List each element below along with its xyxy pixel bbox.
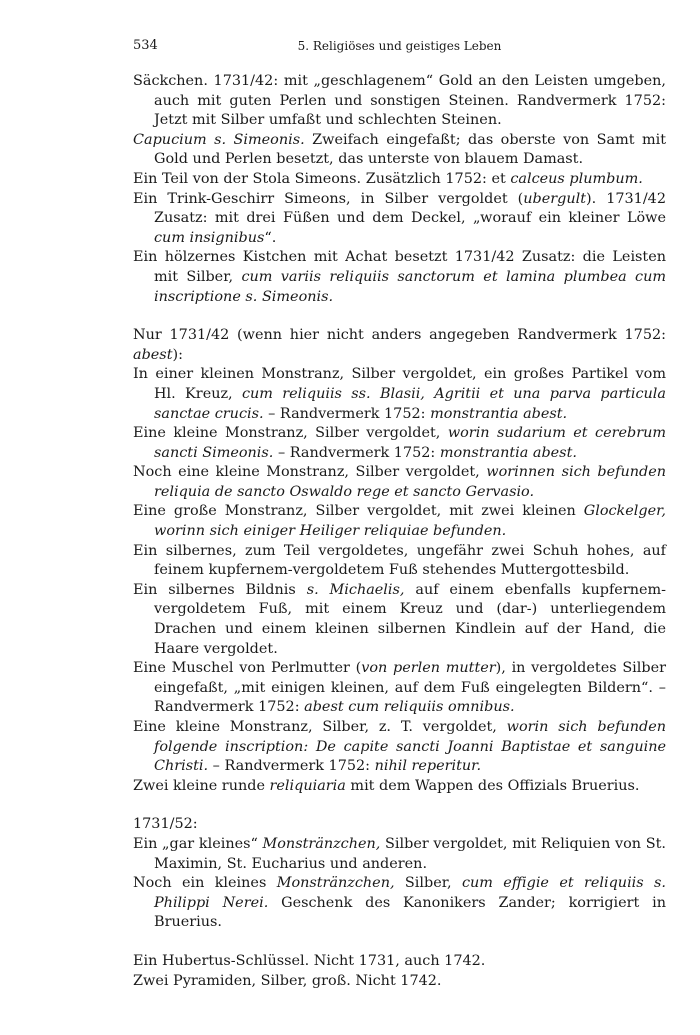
text-run: Ein silbernes, zum Teil vergoldetes, ungefähr zwei Schuh hohes, auf feinem kupfernem-vergoldetem Fuß stehendes Muttergottesbild. <box>133 542 666 579</box>
page-body <box>133 72 666 991</box>
italic-text: cum reliquiis ss. Blasii, Agritii et una parva particula sanctae crucis. <box>154 385 666 422</box>
text-run: ): <box>172 346 183 363</box>
italic-text: monstrantia abest. <box>430 405 568 422</box>
italic-text: Capucium s. Simeonis. <box>133 131 305 148</box>
text-run: Ein Trink-Geschirr Simeons, in Silber vergoldet ( <box>133 190 524 207</box>
text-run: Ein Teil von der Stola Simeons. Zusätzlich 1752: et <box>133 170 511 187</box>
text-run: – Randvermerk 1752: <box>273 444 440 461</box>
italic-text: Monstränzchen, <box>276 875 395 892</box>
text-run: Ein Hubertus-Schlüssel. Nicht 1731, auch 1742. <box>133 952 486 969</box>
text-run: Silber, <box>394 875 462 892</box>
inventory-entry <box>133 581 666 659</box>
italic-text: Glockelger, worinn sich einiger Heiliger reliquiae befunden. <box>154 503 666 540</box>
italic-text: abest cum reliquiis omnibus. <box>304 699 515 716</box>
italic-text: cum insignibus <box>154 229 265 246</box>
italic-text: Monstränzchen, <box>262 835 381 852</box>
page-header <box>133 38 666 58</box>
text-run: Noch ein kleines <box>133 875 277 892</box>
text-run: – Randvermerk 1752: <box>263 405 431 422</box>
inventory-entry <box>133 718 666 777</box>
italic-text: abest <box>133 346 173 363</box>
italic-text: calceus plumbum. <box>510 170 643 187</box>
entry-list <box>133 835 666 933</box>
text-run: ), in vergoldetes Silber eingefaßt, „mit einigen kleinen, auf dem Fuß eingelegten Bildern“. – Randvermerk 1752: <box>154 660 666 716</box>
italic-text: cum variis reliquiis sanctorum et lamina plumbea cum inscriptione s. Simeonis. <box>154 268 667 305</box>
text-run: Silber vergoldet, mit Reliquien von St. Maximin, St. Eucharius und anderen. <box>154 835 666 872</box>
text-run: Zweifach eingefaßt; das oberste von Samt mit Gold und Perlen besetzt, das unterste von blauem Damast. <box>154 131 667 168</box>
text-run: Noch eine kleine Monstranz, Silber vergoldet, <box>133 464 487 481</box>
page-number: 534 <box>133 38 158 53</box>
inventory-entry <box>133 424 666 463</box>
inventory-entry <box>133 72 666 131</box>
italic-text: nihil reperitur. <box>374 758 482 775</box>
text-run: Geschenk des Kanonikers Zander; korrigiert in Bruerius. <box>154 894 666 931</box>
inventory-entry <box>133 248 666 307</box>
text-run: “. <box>264 229 277 246</box>
text-run: Zwei Pyramiden, Silber, groß. Nicht 1742. <box>133 972 442 989</box>
text-run: Zwei kleine runde <box>133 777 270 794</box>
text-run: Eine kleine Monstranz, Silber vergoldet, <box>133 425 448 442</box>
italic-text: reliquiaria <box>269 777 346 794</box>
text-run: Nur 1731/42 (wenn hier nicht anders angegeben Randvermerk 1752: <box>133 327 666 344</box>
inventory-entry <box>133 659 666 718</box>
text-run: ). 1731/42 Zusatz: mit drei Füßen und dem Deckel, „worauf ein kleiner Löwe <box>154 190 666 227</box>
text-run: Eine Muschel von Perlmutter ( <box>133 660 362 677</box>
inventory-entry <box>133 131 666 170</box>
text-run: In einer kleinen Monstranz, Silber vergoldet, ein großes Partikel vom Hl. Kreuz, <box>133 366 666 402</box>
italic-text: monstrantia abest. <box>439 444 577 461</box>
text-run: Ein silbernes Bildnis <box>133 581 307 598</box>
inventory-entry <box>133 542 666 581</box>
italic-text: worin sich befunden folgende inscription: De capite sancti Joanni Baptistae et sanguine Christi. <box>154 719 666 775</box>
text-run: auf einem ebenfalls kupfernem-vergoldetem Fuß, mit einem Kreuz und (dar-) unterliegendem Drachen und einem kleinen silbernen Kindlein auf der Hand, die Haare vergoldet. <box>154 581 666 657</box>
text-run: – Randvermerk 1752: <box>208 758 375 775</box>
inventory-entry <box>133 972 666 992</box>
italic-text: worin sudarium et cerebrum sancti Simeonis. <box>154 425 667 461</box>
entry-list <box>133 952 666 991</box>
inventory-entry <box>133 190 666 249</box>
inventory-entry <box>133 365 666 424</box>
text-run: Ein „gar kleines“ <box>133 835 263 852</box>
italic-text: worinnen sich befunden reliquia de sancto Oswaldo rege et sancto Gervasio. <box>154 464 666 500</box>
entry-list <box>133 365 666 796</box>
inventory-entry <box>133 502 666 541</box>
inventory-entry <box>133 835 666 874</box>
section-heading: 1731/52: <box>133 816 198 833</box>
inventory-entry <box>133 170 666 190</box>
inventory-entry <box>133 463 666 502</box>
running-title: 5. Religiöses und geistiges Leben <box>297 39 502 53</box>
section-heading <box>133 326 666 365</box>
text-run: Eine kleine Monstranz, Silber, z. T. vergoldet, <box>133 719 507 735</box>
text-run: Ein hölzernes Kistchen mit Achat besetzt 1731/42 Zusatz: die Leisten mit Silber, <box>133 249 666 285</box>
inventory-entry <box>133 952 666 972</box>
inventory-entry <box>133 874 666 933</box>
italic-text: s. Michaelis, <box>306 581 405 598</box>
inventory-entry <box>133 777 666 797</box>
italic-text: cum effigie et reliquiis s. Philippi Nerei. <box>154 875 666 911</box>
text-run: mit dem Wappen des Offizials Bruerius. <box>345 777 640 794</box>
italic-text: ubergult <box>523 190 587 207</box>
text-run: Eine große Monstranz, Silber vergoldet, mit zwei kleinen <box>133 503 584 520</box>
text-run: Säckchen. 1731/42: mit „geschlagenem“ Gold an den Leisten umgeben, auch mit guten Perlen und sonstigen Steinen. Randvermerk 1752: Jetzt mit Silber umfaßt und schlechten Steinen. <box>133 73 666 129</box>
entry-list <box>133 72 666 307</box>
italic-text: von perlen mutter <box>361 660 496 677</box>
